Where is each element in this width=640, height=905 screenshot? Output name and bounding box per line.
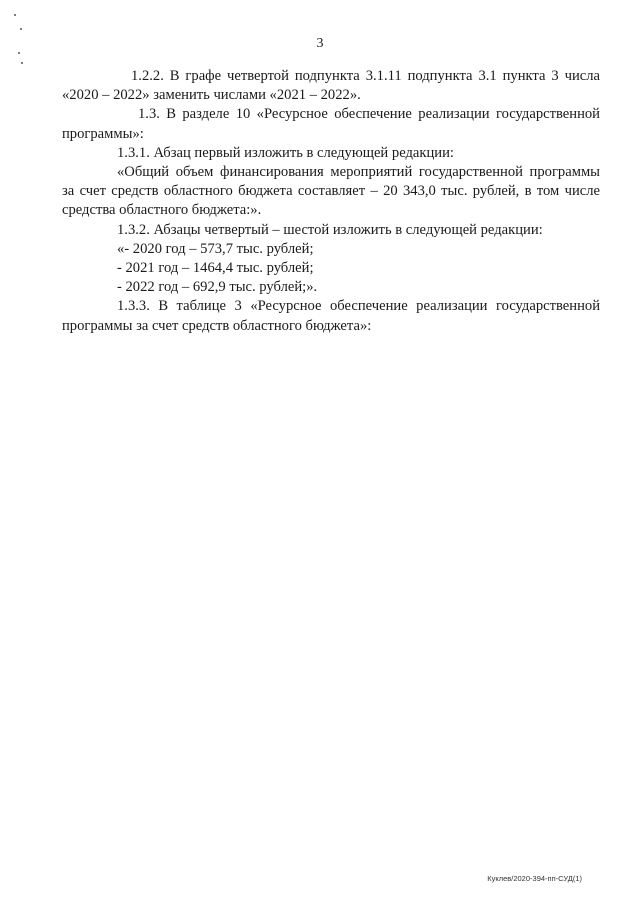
paragraph-1-3: 1.3. В разделе 10 «Ресурсное обеспечение реализации государственной программы»: bbox=[62, 106, 600, 142]
list-item-2022: - 2022 год – 692,9 тыс. рублей;». bbox=[117, 279, 318, 296]
paragraph-1-2-2: 1.2.2. В графе четвертой подпункта 3.1.11 подпункта 3.1 пункта 3 числа «2020 – 2022» заменить числами «2021 – 2022». bbox=[62, 68, 600, 104]
paragraph-1-3-1: 1.3.1. Абзац первый изложить в следующей редакции: bbox=[117, 144, 454, 161]
paragraph-1-3-3: 1.3.3. В таблице 3 «Ресурсное обеспечение реализации государственной программы за счет средств областного бюджета»: bbox=[62, 298, 600, 334]
scan-artifact-dot bbox=[14, 14, 16, 16]
paragraph-quoted-total-funding: «Общий объем финансирования мероприятий государственной программы за счет средств областного бюджета составляет – 20 343,0 тыс. рублей, в том числе средства областного бюджета:». bbox=[62, 164, 600, 219]
page-number: 3 bbox=[316, 36, 324, 51]
document-body bbox=[62, 67, 600, 336]
scan-artifact-dot bbox=[21, 62, 23, 64]
list-item-2021: - 2021 год – 1464,4 тыс. рублей; bbox=[117, 260, 314, 277]
list-item-2020: «- 2020 год – 573,7 тыс. рублей; bbox=[117, 240, 314, 257]
scan-artifact-dot bbox=[20, 28, 22, 30]
scan-artifact-dot bbox=[18, 52, 20, 54]
paragraph-1-3-2: 1.3.2. Абзацы четвертый – шестой изложить в следующей редакции: bbox=[117, 221, 543, 238]
footer-document-reference: Куклев/2020-394-пп-СУД(1) bbox=[487, 874, 582, 883]
